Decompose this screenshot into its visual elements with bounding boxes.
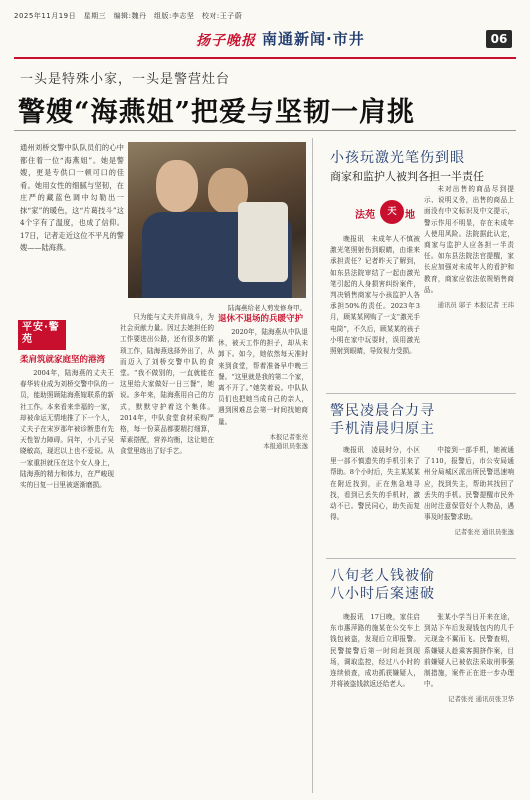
story-headline [330,402,435,438]
byline: 记者张亮 通讯员张卫华 [448,695,514,704]
photo-figure-body [238,202,288,282]
byline: 记者张亮 通讯员张逸 [454,528,514,537]
story-column [330,445,420,523]
newspaper-logo: 扬子晚报 [196,33,256,49]
story-column-2 [120,312,214,458]
story-kicker: 一头是特殊小家，一头是警营灶台 [20,72,231,87]
headline-line: 手机清晨归原主 [330,421,435,437]
headline-line: 警民凌晨合力寻 [330,403,435,419]
story-subhead: 柔肩筑就家庭坚的港湾 [20,355,106,365]
stamp-circle: 天 [380,200,404,224]
story-lead: 通州刘桥交警中队队员们的心中都住着一位“海燕姐”。她是警嫂，更是专供口一顿可口的佳肴。她用女性的细腻与坚韧，在庄严的藏蓝色调中勾勒出一抹“家”的暖色，这“片葛技斗”这4个字有了温度，也成了信仰。17日，记者走近这位不平凡的警嫂——陆海燕。 [20,143,124,252]
page-number: 06 [486,30,512,48]
story-headline: 警嫂“海燕姐”把爱与坚韧一肩挑 [18,97,416,128]
headline-line: 八小时后案速破 [330,586,435,602]
byline: 本报记者张亮 本报通讯员张逸 [263,432,308,450]
column-divider [312,138,313,793]
story-column-3 [218,312,308,450]
column-stamp [355,198,425,226]
photo-figure-head [156,160,198,212]
story-body: 未对出售的商品尽到提示、说明义务，出售的商品上面没有中文标识及中文提示，警示作用不明显，存在未成年人使用风险。法院据此认定，商家与监护人应各担一半责任。如东县法院法官提醒，家长应加强对未成年人的看护和教育，商家应依法依规销售商品。 [424,185,514,294]
story-column [330,612,420,690]
story-body: 晚报讯 未成年人不慎被激光笔照射伤到眼睛，由谁来承担责任？记者昨天了解到，如东县法院审结了一起由激光笔引起的人身损害纠纷案件，判决销售商家与小孩监护人各承担50%的责任。2023年3月，顾某某网购了一支“激光手电筒”，不久后，顾某某的孩子小明在家中玩耍时，误用激光照射到眼睛，导致视力受损。 [330,235,420,356]
story-column [424,445,514,536]
story-body: 张某小学当日开来在途，到站下车后发现钱包内的几千元现金不翼而飞。民警查明，系嫌疑人趁乘客拥挤作案，目前嫌疑人已被依法采取刑事强制措施，案件正在进一步办理中。 [424,613,514,689]
header-divider [14,57,516,59]
story-subhead: 退休不退场的兵暖守护 [218,314,304,324]
column-badge-text: 平安·警苑 [22,322,60,345]
story-body: 中接到一部手机，她被通了110，报警后，市公安局通州分局城区派出所民警迅速响应，找到失主，帮助其找回了丢失的手机。民警提醒市民外出时注意保管好个人物品，遇事及时报警求助。 [424,446,514,522]
story-divider [326,558,516,559]
dateline: 2025年11月19日 星期三 编辑:魏丹 组版:李志坚 校对:王子蔚 [14,12,243,20]
story-subheadline: 商家和监护人被判各担一半责任 [330,170,484,183]
stamp-left-text: 法苑 [355,210,375,221]
story-body: 2020年，陆海燕从中队退休，被天工作的担子，却从未卸下。如今，她依然每天准时来到食堂，帮着准备早中晚三餐。“这里就是我的第二个家，离不开了。”她笑着说。中队队员们也把她当成自己的亲人，遇到困难总会第一时间找她商量。 [218,328,308,426]
section-title: 南通新闻·市井 [262,30,365,48]
story-body: 2004年，陆海燕的丈夫王春华转业成为刘桥交警中队的一员，能助照顾陆海燕嫁联系的新社工作。本来看来幸福的一家，却被命运无情地推了下一个人，丈夫子在宋岁那年被诊断患有先天性智力障碍。同年，小儿子吴晓敏高，现迟以上也不爱说。从一家重担就压在这个女人身上，陆海燕的精力和体力，在严峻现实的日复一日里被逐渐磨损。 [20,369,114,490]
story-column [424,184,514,309]
story-column [330,234,420,357]
story-headline [330,567,435,603]
story-column-1 [20,353,114,491]
story-column [424,612,514,703]
story-body: 只为能与丈夫并肩战斗，为社会贡献力量。因过去她担任的工作要进出公路，还有很多的繁琐工作，陆海燕选择外出了，从而迈入了刘桥交警中队的食堂。“我不做别的，一直就能在这里给大家做好一日三餐”，她说。多年来，陆海燕用自己的方式，默默守护着这个集体。2014年，中队食堂食材采购严格，每一份菜品都要精打细算，荤素搭配，营养均衡，这让她在食堂里练出了好手艺。 [120,313,214,456]
stamp-right-text: 地 [405,210,415,221]
headline-line: 八旬老人钱被偷 [330,568,435,584]
story-headline: 小孩玩激光笔伤到眼 [330,150,465,166]
headline-divider [14,130,516,131]
story-divider [326,393,516,394]
photo-caption: 陆海燕给老人剪发修身甲。 [228,304,306,312]
story-body: 晚报讯 凌晨时分，小区里一部不慎遗失的手机引来了帮助。8个小时后，失主某某某在附近找到，正在焦急地寻找，看到已丢失的手机时，激动不已。警民同心，助失而复得。 [330,446,420,522]
story-body: 晚报讯 17日晚，家住启东市惠萍路的施某在公交车上钱包被盗，发现后立即报警。民警接警后第一时间赶到现场，调取监控，经过八小时的连续侦查，成功抓获嫌疑人，并将被盗钱款返还给老人。 [330,613,420,689]
byline: 通讯员 邬子 本报记者 王玮 [437,301,514,310]
page-header [0,0,530,56]
story-photo [128,142,306,298]
